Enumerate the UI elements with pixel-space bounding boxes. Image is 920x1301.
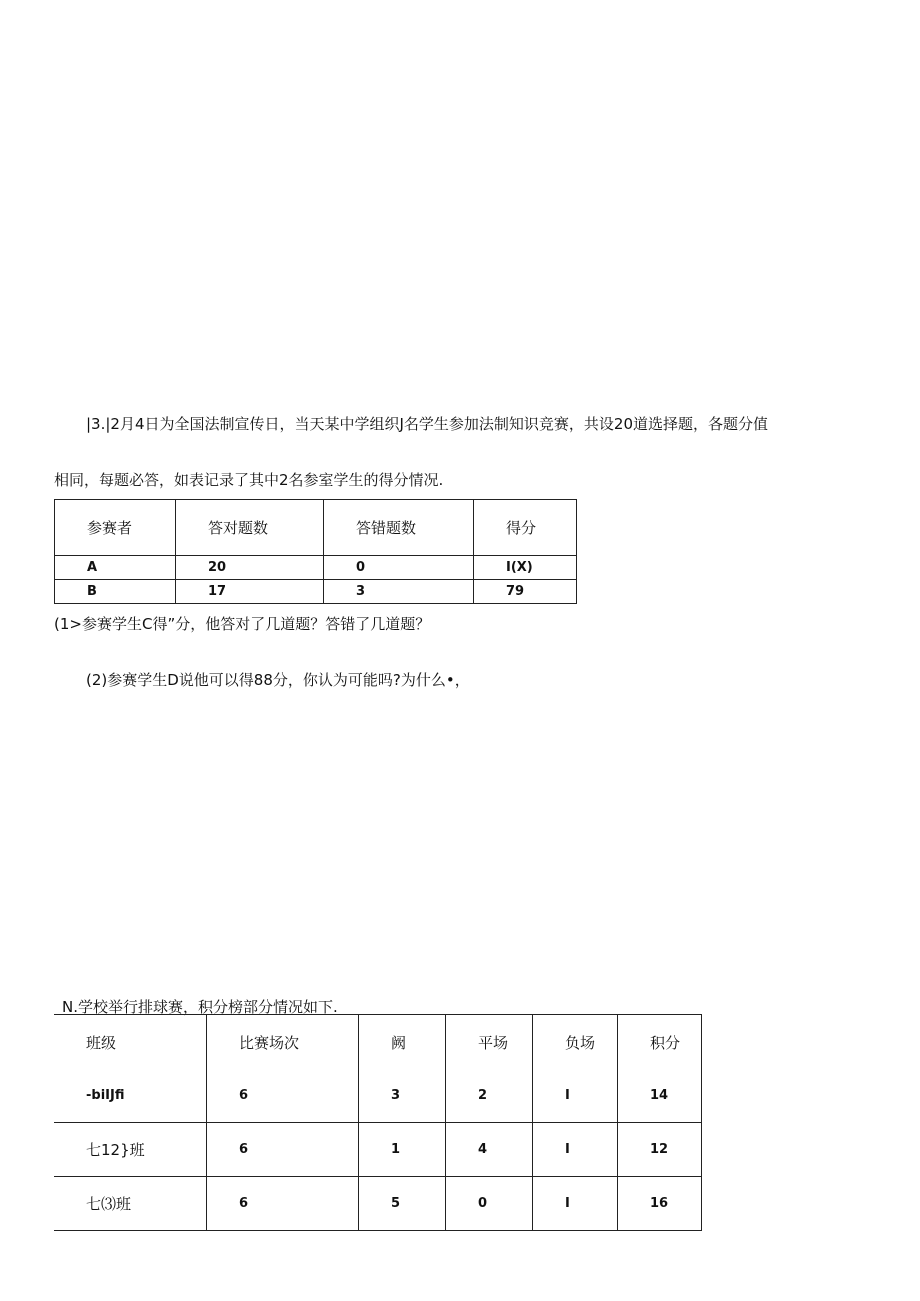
table-cell: 0 [324,556,474,580]
question-2: (2)参赛学生D说他可以得88分，你认为可能吗?为什么•， [86,671,470,689]
header-cell: 积分 [618,1015,702,1070]
header-cell: 答错题数 [324,500,474,556]
header-cell: 参赛者 [55,500,176,556]
problem-n-intro: N.学校举行排球赛，积分榜部分情况如下. [62,998,338,1016]
table-row [54,1177,702,1231]
table-cell: I [533,1177,618,1231]
header-cell: 阙 [359,1015,446,1070]
table-row [54,1123,702,1177]
table-row [54,1069,702,1123]
table-cell: 3 [324,580,474,604]
table-cell: I(X) [474,556,577,580]
question-1: (1>参赛学生C得”分，他答对了几道题？答错了几道题？ [54,615,431,633]
table-cell: 6 [207,1177,359,1231]
table-cell: 12 [618,1123,702,1177]
table-cell: 4 [446,1123,533,1177]
table-cell: 5 [359,1177,446,1231]
header-cell: 比赛场次 [207,1015,359,1070]
table-cell: 14 [618,1069,702,1123]
table-cell: 79 [474,580,577,604]
table-cell: 七12}班 [54,1123,207,1177]
table-cell: 16 [618,1177,702,1231]
standings-table [54,1014,702,1231]
header-cell: 负场 [533,1015,618,1070]
problem-3-line-2: 相同，每题必答，如表记录了其中2名参室学生的得分情况. [54,471,444,489]
header-cell: 平场 [446,1015,533,1070]
score-table [54,499,577,604]
table-row [55,556,577,580]
table-cell: 0 [446,1177,533,1231]
header-cell: 得分 [474,500,577,556]
table-cell: 2 [446,1069,533,1123]
table-cell: 17 [176,580,324,604]
table-cell: I [533,1123,618,1177]
table-header-row [54,1015,702,1070]
table-cell: -biIJfi [54,1069,207,1123]
table-cell: 6 [207,1123,359,1177]
table-cell: A [55,556,176,580]
table-header-row [55,500,577,556]
table-cell: B [55,580,176,604]
header-cell: 班级 [54,1015,207,1070]
table-cell: 七⑶班 [54,1177,207,1231]
table-cell: 6 [207,1069,359,1123]
table-cell: 3 [359,1069,446,1123]
header-cell: 答对题数 [176,500,324,556]
problem-3-line-1: |3.|2月4日为全国法制宣传日，当天某中学组织J名学生参加法制知识竞赛，共设20道选择题，各题分值 [86,415,769,433]
table-cell: 20 [176,556,324,580]
table-cell: 1 [359,1123,446,1177]
table-cell: I [533,1069,618,1123]
table-row [55,580,577,604]
